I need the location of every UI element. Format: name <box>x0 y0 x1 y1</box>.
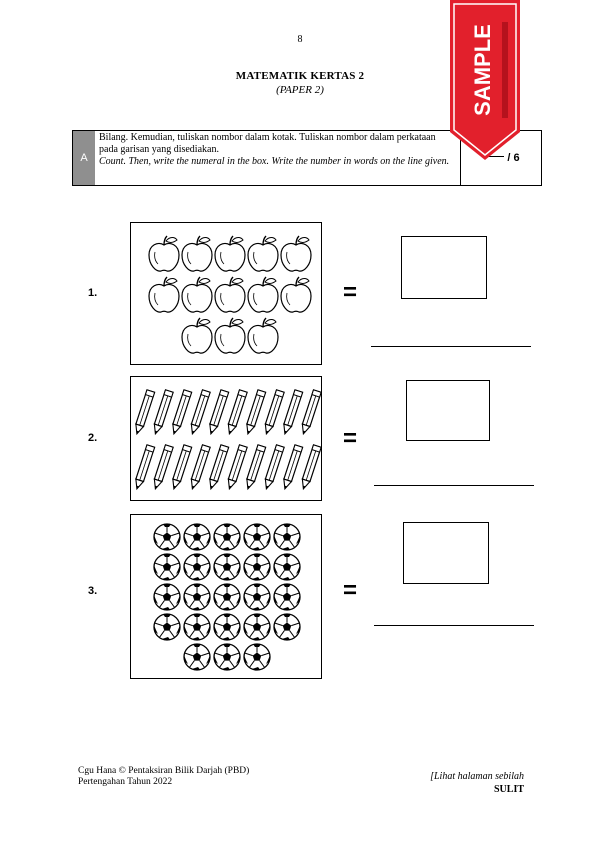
pencil-icon <box>152 390 174 435</box>
pencil-icon <box>152 445 174 490</box>
apple-icon <box>215 277 245 312</box>
apple-icon <box>182 318 212 353</box>
apple-icon <box>149 277 179 312</box>
pencil-icon <box>281 390 303 435</box>
football-icon <box>214 614 240 640</box>
question-2-picture <box>130 376 322 501</box>
apple-group <box>131 223 321 364</box>
football-icon <box>154 614 180 640</box>
football-icon <box>244 524 270 550</box>
apple-icon <box>248 318 278 353</box>
football-icon <box>184 644 210 670</box>
pencil-icon <box>207 390 229 435</box>
footer-credit-line-2: Pertengahan Tahun 2022 <box>78 777 173 787</box>
football-icon <box>184 584 210 610</box>
footer-credit-line-1: Cgu Hana © Pentaksiran Bilik Darjah (PBD) <box>78 766 250 776</box>
apple-icon <box>248 277 278 312</box>
sample-label: SAMPLE <box>470 24 495 116</box>
footer-credit <box>78 766 249 788</box>
football-icon <box>274 524 300 550</box>
pencil-icon <box>263 445 285 490</box>
apple-icon <box>215 236 245 271</box>
question-1-words-line[interactable] <box>371 346 531 347</box>
football-icon <box>244 584 270 610</box>
question-1-numeral-box[interactable] <box>401 236 487 299</box>
football-icon <box>274 584 300 610</box>
football-icon <box>244 614 270 640</box>
football-icon <box>244 644 270 670</box>
pencil-icon <box>133 445 155 490</box>
football-icon <box>274 554 300 580</box>
question-3-number: 3. <box>88 585 98 597</box>
football-icon <box>274 614 300 640</box>
football-icon <box>184 524 210 550</box>
football-icon <box>244 554 270 580</box>
footer-next-page: [Lihat halaman sebilah <box>430 771 524 782</box>
question-3-words-line[interactable] <box>374 625 534 626</box>
football-group <box>131 515 321 678</box>
pencil-icon <box>170 445 192 490</box>
football-icon <box>214 584 240 610</box>
question-2-numeral-box[interactable] <box>406 380 490 441</box>
pencil-icon <box>300 445 321 490</box>
question-3-equals: = <box>343 577 358 604</box>
pencil-icon <box>226 390 248 435</box>
footer-classification: SULIT <box>493 784 524 795</box>
paper-title: MATEMATIK KERTAS 2 <box>235 70 365 82</box>
apple-icon <box>149 236 179 271</box>
pencil-icon <box>207 445 229 490</box>
sample-watermark <box>450 0 520 160</box>
instruction-text-malay: Bilang. Kemudian, tuliskan nombor dalam kotak. Tuliskan nombor dalam perkataan pada garisan yang disediakan. <box>99 132 436 155</box>
football-icon <box>184 614 210 640</box>
pencil-icon <box>300 390 321 435</box>
paper-subtitle: (PAPER 2) <box>276 84 324 96</box>
pencil-icon <box>226 445 248 490</box>
pencil-icon <box>244 445 266 490</box>
football-icon <box>154 584 180 610</box>
pencil-group <box>131 377 321 500</box>
pencil-icon <box>244 390 266 435</box>
football-icon <box>214 524 240 550</box>
pencil-icon <box>189 390 211 435</box>
football-icon <box>154 554 180 580</box>
footer-navigation <box>420 770 524 796</box>
pencil-icon <box>263 390 285 435</box>
apple-icon <box>215 318 245 353</box>
pencil-icon <box>189 445 211 490</box>
question-1-picture <box>130 222 322 365</box>
question-2-number: 2. <box>88 432 98 444</box>
instruction-text <box>95 131 461 185</box>
question-2-equals: = <box>343 425 358 452</box>
question-3-picture <box>130 514 322 679</box>
score-total: / 6 <box>507 152 520 164</box>
pencil-icon <box>281 445 303 490</box>
instruction-text-english: Count. Then, write the numeral in the box. Write the number in words on the line given. <box>99 156 450 167</box>
apple-icon <box>248 236 278 271</box>
apple-icon <box>182 236 212 271</box>
pencil-icon <box>133 390 155 435</box>
question-3-numeral-box[interactable] <box>403 522 489 584</box>
question-1-equals: = <box>343 279 358 306</box>
football-icon <box>214 644 240 670</box>
section-label: A <box>73 131 95 185</box>
question-2-words-line[interactable] <box>374 485 534 486</box>
football-icon <box>154 524 180 550</box>
apple-icon <box>281 236 311 271</box>
apple-icon <box>281 277 311 312</box>
pencil-icon <box>170 390 192 435</box>
apple-icon <box>182 277 212 312</box>
football-icon <box>214 554 240 580</box>
page-number: 8 <box>297 34 303 45</box>
football-icon <box>184 554 210 580</box>
question-1-number: 1. <box>88 287 98 299</box>
